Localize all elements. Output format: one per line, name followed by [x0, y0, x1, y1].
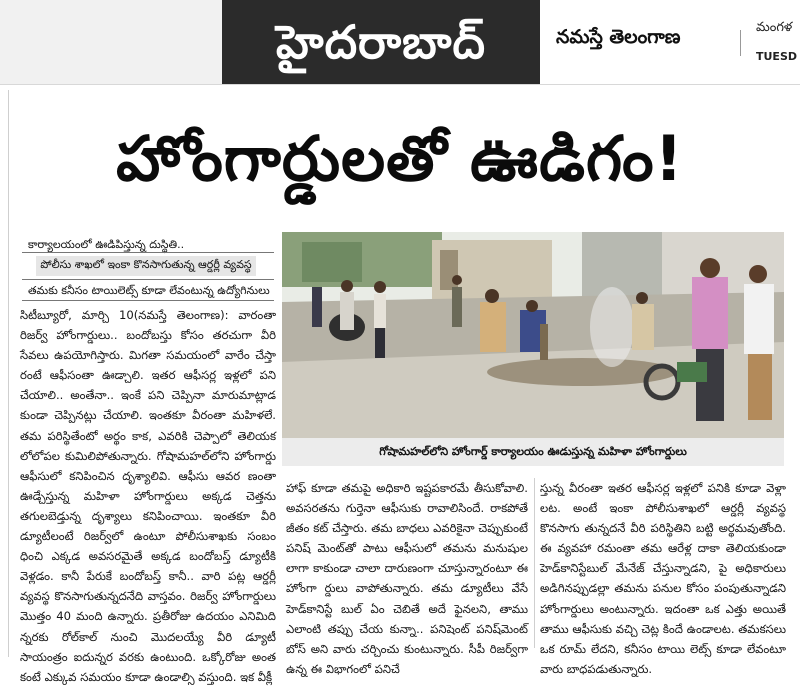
newspaper-name: నమస్తే తెలంగాణ [556, 26, 681, 48]
kicker-rule [22, 300, 274, 301]
kicker-1: కార్యాలయంలో ఊడిపిస్తున్న దుస్థితి.. [28, 238, 185, 251]
article-column-1 [20, 305, 276, 687]
section-title: హైదరాబాద్ [222, 0, 540, 84]
column-divider [534, 478, 535, 648]
kicker-2-wrap [28, 256, 264, 276]
column-2-text: హాఫ్‌ కూడా తమపై అధికారి ఇష్టపకారమే తీసుకోవాలి. అవసరతను గుర్తెనా ఆఫీసుకు రావాలిసిందే. రాకపోతే జీతం కట్‌ చేస్తారు. తమ బాధలు ఎవరికైనా చెప్పుకుంటే పనిష్ మెంట్‌తో పాటు ఆఫీసులో తమను మనుషుల లాగా కాకుండా చాలా దారుణంగా చూస్తున్నారంటూ ఈ హోంగా ర్డులు వాపోతున్నారు. తమ డ్యూటీలు వేసే హెడ్‌కానిస్టే బుల్‌ ఏం చెబితే అదే ఫైనలని, తాము ఎలాంటి తప్పు చేయ కున్నా.. పనిషెంట్‌ పనిష్‌మెంట్‌ బోస్‌ అని వారు చర్చించు కుంటున్నారు. సీపీ రిజర్వ్‌గా ఉన్న ఈ విభాగంలో పనిచే [286, 481, 528, 676]
column-1-text: సిటీబ్యూరో, మార్చి 10(నమస్తే తెలంగాణ): వారంతా రిజర్వ్‌ హోంగార్డులు.. బందోబస్తు కోసం తరచుగా వీరి సేవలు ఉపయోగిస్తారు. మిగతా సమయంలో వారేం చేస్తా రంటే ఆఫీసంతా ఊడ్చాలి. ఇతర ఆఫీసర్ల ఇళ్లలో పని చేయాలి.. అంతేనా.. ఇంకే పని చెప్పినా మారుమాట్లాడ కుండా చెప్పినట్లు చేయాలి. ఇంతకూ వీరంతా మహిళలే. తమ పరిస్థితేంటో అర్థం కాక, ఎవరికి చెప్పాలో తెలియక లోలోపల కుమిలిపోతున్నారు. గోషామహల్‌లోని హోంగార్డు ఆఫీసులో కనిపించిన దృశ్యాలివి. ఆఫీసు ఆవర ణంతా ఊడ్చేస్తున్న మహిళా హోంగార్డులు అక్కడ చెత్తను తగులబెడ్తున్న దృశ్యాలు కనిపించాయి. ఇంతకూ వీరి డ్యూటీలంటే రిజర్వ్‌లో ఉంటూ పోలీసుశాఖకు సంబం ధించి ఎక్కడ అవసరమైతే అక్కడ బందోబస్త్‌ డ్యూటీకి వెళ్లడం. కానీ పేరుకే బందోబస్త్‌ కానీ.. వారి పట్ల ఆర్డర్లీ వ్యవస్థ కొనసాగుతున్నదనేది వాస్తవం. రిజర్వ్‌ హోంగార్డులు మొత్తం 40 మంది ఉన్నారు. ప్రతీరోజు ఉదయం ఎనిమిది న్నరకు రోల్‌కాల్‌ నుంచి మొదలయ్యే వీరి డ్యూటీ సాయంత్రం ఐదున్నర వరకు ఉంటుంది. ఒక్కోరోజు అంత కంటే ఎక్కువ సమయం కూడా ఉండాల్సి వస్తుంది. ఇక వీక్లీ [20, 308, 276, 684]
photo-caption: గోషామహల్‌లోని హోంగార్డ్‌ కార్యాలయం ఊడుస్తున్న మహిళా హోంగార్డులు [282, 438, 784, 466]
date-line-english: TUESD [756, 50, 798, 63]
banner-divider [740, 30, 741, 56]
kicker-2: పోలీసు శాఖలో ఇంకా కొనసాగుతున్న ఆర్డర్లీ వ్యవస్థ [36, 256, 255, 276]
page-banner [0, 0, 800, 85]
page-left-rule [8, 90, 9, 657]
article-headline: హోంగార్డులతో ఊడిగం! [116, 122, 684, 195]
article-photo [282, 232, 784, 438]
column-3-text: స్తున్న వీరంతా ఇతర ఆఫీసర్ల ఇళ్లలో పనికి కూడా వెళ్లా లట. అంటే ఇంకా పోలీసుశాఖలో ఆర్డర్లీ వ్యవస్థ కొనసాగు తున్నదనే వీరి పరిస్థితిని బట్టి అర్థమవుతోంది. ఈ వ్యవహా రమంతా తమ ఆరేళ్ల దాకా తెలియకుండా హెడ్‌కానిస్టేబుల్‌ మేనేజ్‌ చేస్తున్నాడని, పై అధికారులు అడిగినప్పుడల్లా తమను పనుల కోసం పంపుతున్నాడని హోంగార్డులు అంటున్నారు. ఇదంతా ఒక ఎత్తు అయితే తాము ఆఫీసుకు వచ్చి చెట్ల కిందే ఉండాలట. తమకసలు ఒక రూమ్‌ లేదని, కనీసం టాయి లెట్స్‌ కూడా లేవంటూ వారు బాధపడుతున్నారు. [540, 481, 786, 676]
article-column-2 [286, 478, 528, 679]
kicker-rule [22, 252, 274, 253]
banner-left-panel [0, 0, 222, 84]
kicker-rule [22, 279, 274, 280]
kicker-3: తమకు కనీసం టాయిలెట్స్‌ కూడా లేవంటున్న ఉద్యోగినులు [28, 284, 270, 297]
photo-illustration [282, 232, 784, 438]
article-column-3 [540, 478, 786, 679]
date-line: మంగళ [756, 20, 793, 35]
